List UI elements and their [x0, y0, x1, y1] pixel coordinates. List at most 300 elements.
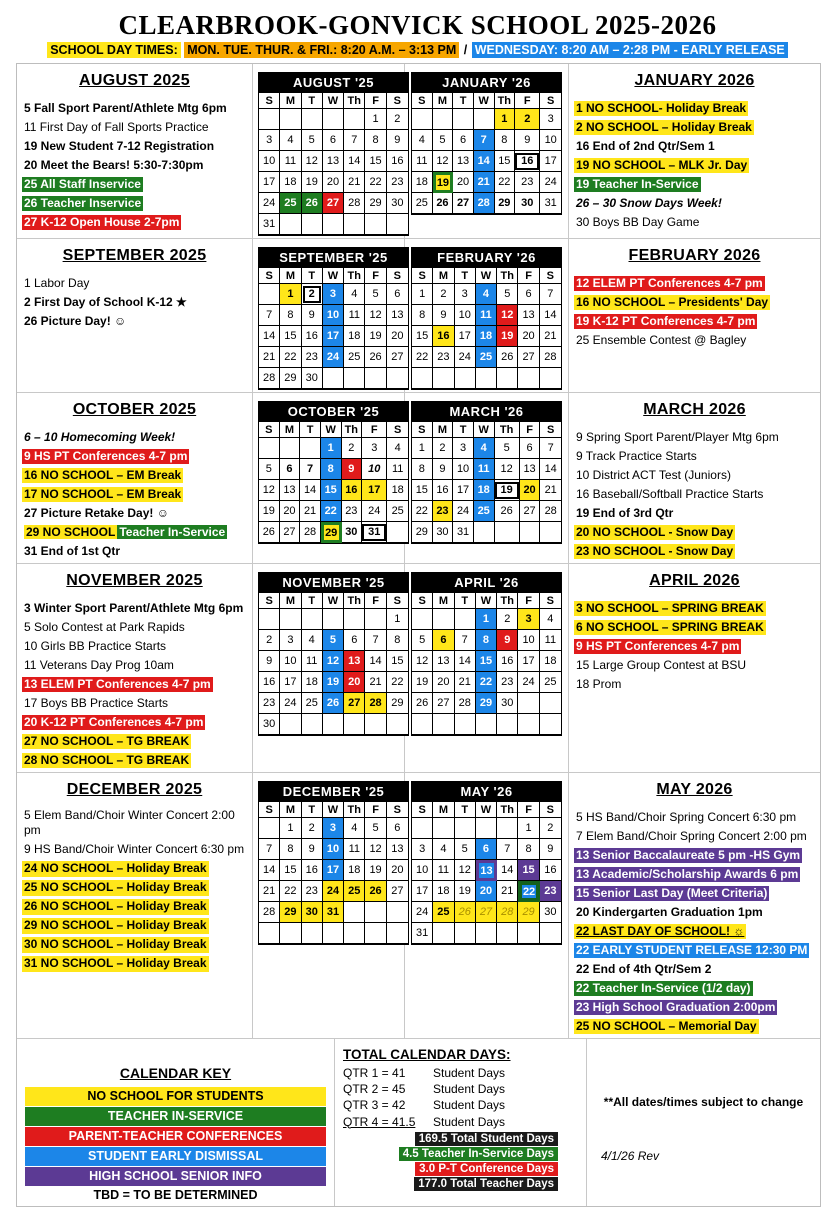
event-item	[22, 675, 247, 693]
calendar-day: 14	[259, 326, 280, 347]
calendar-title: APRIL '26	[412, 573, 561, 593]
day-of-week-header: S	[412, 422, 433, 438]
calendar-day: 25	[540, 672, 561, 693]
day-of-week-header: S	[540, 268, 561, 284]
calendar-day: 23	[342, 501, 363, 522]
calendar-day: 4	[344, 284, 365, 305]
calendar-day: 20	[387, 860, 408, 881]
event-item	[574, 675, 815, 693]
calendar-key-item: PARENT-TEACHER CONFERENCES	[25, 1127, 326, 1146]
event-text: 5 Solo Contest at Park Rapids	[24, 620, 185, 634]
calendar-day: 24	[540, 172, 561, 193]
calendar-day: 19	[497, 326, 518, 347]
event-item	[22, 274, 247, 292]
calendar-day: 27	[344, 693, 365, 714]
calendar-day: 22	[321, 501, 342, 522]
calendar-empty-cell	[455, 923, 476, 944]
calendar-day: 29	[280, 902, 301, 923]
calendar-day: 26	[412, 693, 433, 714]
event-item	[574, 485, 815, 503]
month-events-left	[17, 564, 253, 773]
calendar-day: 30	[540, 902, 561, 923]
event-item	[574, 293, 815, 311]
event-text: 13 Senior Baccalaureate 5 pm -HS Gym	[576, 848, 801, 862]
quarter-label: QTR 2 = 45	[343, 1082, 406, 1097]
calendar-day: 18	[540, 651, 561, 672]
calendar-day: 3	[455, 284, 476, 305]
quarter-label: QTR 3 = 42	[343, 1098, 406, 1113]
calendar-day: 15	[476, 651, 497, 672]
day-of-week-header: W	[323, 593, 344, 609]
month-events-right	[569, 564, 820, 773]
day-of-week-header: F	[515, 93, 540, 109]
event-item	[22, 732, 247, 750]
calendar-day: 7	[259, 305, 280, 326]
calendar-day: 23	[497, 672, 518, 693]
calendar-day: 2	[433, 438, 454, 459]
event-item	[574, 175, 815, 193]
event-item	[22, 859, 247, 877]
calendar-title: JANUARY '26	[412, 73, 561, 93]
calendar-day: 18	[476, 326, 497, 347]
calendar-day: 22	[280, 881, 301, 902]
calendar-day: 27	[518, 347, 539, 368]
calendar-day: 15	[321, 480, 342, 501]
calendar-day: 8	[280, 305, 301, 326]
month-heading: APRIL 2026	[649, 572, 740, 589]
month-section-row	[17, 773, 820, 1039]
calendar-day: 23	[259, 693, 280, 714]
calendar-day: 4	[540, 609, 561, 630]
event-item	[574, 542, 815, 560]
event-item	[574, 922, 815, 940]
month-heading: OCTOBER 2025	[72, 401, 197, 418]
day-of-week-header: F	[365, 93, 386, 109]
calendar-day: 30	[342, 522, 363, 543]
calendar-day: 15	[518, 860, 539, 881]
calendar-day: 28	[540, 501, 561, 522]
calendar-day: 21	[259, 881, 280, 902]
quarter-suffix: Student Days	[433, 1114, 506, 1129]
school-day-times	[0, 43, 835, 57]
calendar-key-title: CALENDAR KEY	[119, 1065, 232, 1081]
calendar-empty-cell	[497, 818, 518, 839]
calendar-day: 28	[365, 693, 386, 714]
calendar-day: 16	[433, 480, 454, 501]
calendar-day: 20	[520, 480, 541, 501]
day-of-week-header: W	[323, 93, 344, 109]
calendar-empty-cell	[344, 714, 365, 735]
calendar-empty-cell	[280, 714, 301, 735]
calendar-empty-cell	[344, 368, 365, 389]
calendar-day: 9	[540, 839, 561, 860]
calendar-day: 19	[302, 172, 323, 193]
calendar-empty-cell	[302, 109, 323, 130]
calendar-day: 20	[323, 172, 344, 193]
calendar-day: 2	[433, 284, 454, 305]
calendar-empty-cell	[259, 438, 280, 459]
calendar-day: 26	[323, 693, 344, 714]
calendar-empty-cell	[412, 714, 433, 735]
calendar-title: MARCH '26	[412, 402, 561, 422]
calendar-cell	[405, 239, 569, 393]
day-of-week-header: Th	[344, 268, 365, 284]
month-events-right	[569, 393, 820, 564]
day-of-week-header: S	[259, 593, 280, 609]
calendar-day: 12	[323, 651, 344, 672]
calendar-day: 13	[387, 839, 408, 860]
day-of-week-header: M	[280, 593, 301, 609]
calendar-day: 30	[433, 522, 454, 543]
event-item	[22, 656, 247, 674]
day-of-week-header: T	[455, 593, 476, 609]
summary-total: 169.5 Total Student Days	[415, 1132, 558, 1146]
day-of-week-header: W	[321, 422, 342, 438]
event-text: 25 All Staff Inservice	[24, 177, 141, 191]
day-of-week-header: S	[387, 268, 408, 284]
calendar-day: 28	[540, 347, 561, 368]
calendar-grid	[259, 93, 408, 235]
calendar-day: 16	[342, 480, 363, 501]
calendar-cell	[405, 773, 569, 1039]
calendar-empty-cell	[344, 923, 365, 944]
calendar-empty-cell	[280, 609, 301, 630]
event-text: 20 NO SCHOOL - Snow Day	[576, 525, 734, 539]
calendar-day: 2	[302, 818, 323, 839]
calendar-day: 10	[259, 151, 280, 172]
month-heading: FEBRUARY 2026	[628, 247, 761, 264]
calendar-day: 19	[365, 326, 386, 347]
event-text: 3 Winter Sport Parent/Athlete Mtg 6pm	[24, 601, 244, 615]
calendar-day: 22	[476, 672, 497, 693]
calendar-grid	[412, 593, 561, 735]
event-item	[22, 447, 247, 465]
calendar-day: 21	[455, 672, 476, 693]
calendar-empty-cell	[259, 818, 280, 839]
event-text: 9 Spring Sport Parent/Player Mtg 6pm	[576, 430, 779, 444]
event-item	[574, 99, 815, 117]
day-of-week-header: S	[259, 93, 280, 109]
calendar-day: 29	[387, 693, 408, 714]
calendar-empty-cell	[497, 923, 518, 944]
day-of-week-header: S	[412, 268, 433, 284]
calendar-day: 6	[344, 630, 365, 651]
calendar-day: 11	[540, 630, 561, 651]
calendar-day: 29	[495, 193, 516, 214]
event-item	[22, 694, 247, 712]
event-text: 25 NO SCHOOL – Holiday Break	[24, 880, 207, 895]
calendar-day: 3	[323, 284, 344, 305]
calendar-day: 25	[387, 501, 408, 522]
calendar-empty-cell	[455, 714, 476, 735]
calendar-day: 20	[433, 672, 454, 693]
calendar-day: 4	[302, 630, 323, 651]
calendar-day: 10	[323, 839, 344, 860]
event-item	[22, 312, 247, 330]
calendar-day: 30	[515, 193, 540, 214]
calendar-day: 27	[280, 522, 301, 543]
calendar-table	[16, 63, 821, 1207]
event-item	[574, 656, 815, 674]
summary-total: 177.0 Total Teacher Days	[414, 1177, 558, 1191]
calendar-key-item: STUDENT EARLY DISMISSAL	[25, 1147, 326, 1166]
event-text: 23 High School Graduation 2:00pm	[576, 1000, 776, 1014]
day-of-week-header: M	[433, 593, 454, 609]
event-text: 9 HS PT Conferences 4-7 pm	[24, 449, 188, 463]
event-text: 19 New Student 7-12 Registration	[24, 139, 215, 153]
calendar-empty-cell	[280, 923, 301, 944]
calendar-title: DECEMBER '25	[259, 782, 408, 802]
event-item	[22, 293, 247, 311]
event-item	[22, 213, 247, 231]
event-item	[22, 637, 247, 655]
event-text: 3 NO SCHOOL – SPRING BREAK	[576, 601, 764, 615]
calendar-day: 3	[259, 130, 280, 151]
event-text: 23 NO SCHOOL - Snow Day	[576, 544, 734, 558]
mini-calendar	[411, 247, 562, 390]
calendar-day: 14	[540, 459, 561, 480]
calendar-empty-cell	[323, 368, 344, 389]
totals-title: TOTAL CALENDAR DAYS:	[343, 1047, 511, 1062]
calendar-day: 19	[259, 501, 280, 522]
event-item	[574, 827, 815, 845]
calendar-day: 23	[302, 881, 323, 902]
event-item	[574, 118, 815, 136]
month-heading: MAY 2026	[656, 781, 733, 798]
event-text: 18 Prom	[576, 677, 622, 691]
times-regular: MON. TUE. THUR. & FRI.: 8:20 A.M. – 3:13 PM	[184, 42, 459, 58]
day-of-week-header: S	[387, 802, 408, 818]
footer-notes	[587, 1039, 820, 1206]
event-text: 16 NO SCHOOL – EM Break	[24, 468, 182, 482]
event-item	[22, 156, 247, 174]
mini-calendar	[258, 781, 409, 945]
calendar-empty-cell	[365, 609, 386, 630]
day-of-week-header: W	[323, 268, 344, 284]
calendar-day: 1	[387, 609, 408, 630]
times-label: SCHOOL DAY TIMES:	[47, 42, 181, 58]
day-of-week-header: S	[540, 593, 561, 609]
event-text: 28 NO SCHOOL – TG BREAK	[24, 753, 190, 767]
boxed-day: 16	[515, 153, 539, 170]
calendar-day: 3	[280, 630, 301, 651]
calendar-day: 14	[300, 480, 321, 501]
calendar-day: 26	[365, 347, 386, 368]
calendar-grid	[259, 593, 408, 735]
calendar-grid	[412, 268, 561, 389]
event-item	[22, 118, 247, 136]
calendar-day: 12	[412, 651, 433, 672]
calendar-day: 10	[540, 130, 561, 151]
event-text: 25 Ensemble Contest @ Bagley	[576, 333, 747, 347]
calendar-day: 17	[259, 172, 280, 193]
calendar-empty-cell	[323, 109, 344, 130]
calendar-day: 11	[387, 459, 408, 480]
day-of-week-header: W	[476, 268, 497, 284]
calendar-day: 14	[540, 305, 561, 326]
calendar-day: 5	[302, 130, 323, 151]
event-item	[22, 599, 247, 617]
month-heading: DECEMBER 2025	[66, 781, 203, 798]
calendar-empty-cell	[540, 923, 561, 944]
calendar-empty-cell	[344, 609, 365, 630]
calendar-cell	[253, 393, 405, 564]
event-item	[22, 713, 247, 731]
month-events-right	[569, 773, 820, 1039]
calendar-day: 15	[412, 480, 433, 501]
calendar-day: 7	[497, 839, 518, 860]
calendar-day: 14	[497, 860, 518, 881]
event-text: 22 Teacher In-Service (1/2 day)	[576, 981, 751, 995]
event-text: 2 First Day of School K-12 ★	[24, 295, 187, 309]
calendar-day: 27	[453, 193, 474, 214]
event-text-part: 29 NO SCHOOL	[26, 525, 116, 539]
times-separator: /	[463, 43, 468, 57]
day-of-week-header: M	[280, 93, 301, 109]
quarter-total	[343, 1081, 578, 1097]
month-events-left	[17, 239, 253, 393]
month-section-row	[17, 564, 820, 773]
calendar-day: 17	[455, 326, 476, 347]
event-text: 1 NO SCHOOL- Holiday Break	[576, 101, 747, 115]
month-events-right	[569, 64, 820, 239]
calendar-empty-cell	[433, 368, 454, 389]
calendar-grid	[259, 802, 408, 944]
event-text: 27 NO SCHOOL – TG BREAK	[24, 734, 190, 748]
calendar-day: 1	[321, 438, 342, 459]
calendar-day: 28	[497, 902, 518, 923]
calendar-day: 14	[455, 651, 476, 672]
calendar-day: 19	[365, 860, 386, 881]
calendar-empty-cell	[540, 714, 561, 735]
calendar-title: AUGUST '25	[259, 73, 408, 93]
calendar-day: 7	[455, 630, 476, 651]
calendar-day: 12	[302, 151, 323, 172]
event-text: 30 Boys BB Day Game	[576, 215, 700, 229]
calendar-day: 28	[300, 522, 321, 543]
calendar-day: 29	[321, 522, 342, 543]
calendar-day: 26	[455, 902, 476, 923]
calendar-day: 17	[540, 151, 561, 172]
calendar-day: 13	[433, 651, 454, 672]
calendar-cell	[405, 393, 569, 564]
calendar-day: 4	[474, 438, 495, 459]
calendar-day: 16	[540, 860, 561, 881]
calendar-day: 18	[412, 172, 433, 193]
calendar-day: 7	[540, 284, 561, 305]
calendar-day	[515, 151, 540, 172]
day-of-week-header: T	[302, 93, 323, 109]
calendar-empty-cell	[323, 609, 344, 630]
calendar-day: 14	[474, 151, 495, 172]
calendar-day: 18	[280, 172, 301, 193]
event-text: 24 NO SCHOOL – Holiday Break	[24, 861, 207, 876]
calendar-empty-cell	[302, 214, 323, 235]
calendar-day: 11	[412, 151, 433, 172]
calendar-day: 26	[365, 881, 386, 902]
calendar-day: 13	[280, 480, 301, 501]
calendar-day: 30	[387, 193, 408, 214]
day-of-week-header: S	[259, 268, 280, 284]
event-item	[22, 808, 247, 839]
day-of-week-header: S	[259, 802, 280, 818]
calendar-day: 25	[302, 693, 323, 714]
event-item	[22, 523, 247, 541]
calendar-title: SEPTEMBER '25	[259, 248, 408, 268]
calendar-empty-cell	[365, 214, 386, 235]
event-text-part: Teacher In-Service	[119, 525, 226, 539]
event-text: 19 K-12 PT Conferences 4-7 pm	[576, 314, 756, 328]
calendar-day: 8	[365, 130, 386, 151]
calendar-day: 23	[433, 501, 454, 522]
calendar-day: 17	[323, 860, 344, 881]
calendar-day: 17	[323, 326, 344, 347]
calendar-day: 13	[520, 459, 541, 480]
day-of-week-header: S	[387, 93, 408, 109]
event-item	[574, 274, 815, 292]
calendar-day: 5	[455, 839, 476, 860]
calendar-day: 25	[344, 881, 365, 902]
calendar-day: 18	[302, 672, 323, 693]
day-of-week-header: M	[433, 422, 454, 438]
event-text: 25 NO SCHOOL – Memorial Day	[576, 1019, 757, 1033]
calendar-day: 27	[323, 193, 344, 214]
day-of-week-header: T	[302, 802, 323, 818]
calendar-day: 2	[540, 818, 561, 839]
day-of-week-header: Th	[497, 802, 518, 818]
calendar-day: 8	[280, 839, 301, 860]
calendar-day: 21	[540, 480, 561, 501]
calendar-day: 26	[495, 501, 520, 522]
calendar-day: 1	[412, 284, 433, 305]
calendar-day: 25	[344, 347, 365, 368]
calendar-day: 28	[344, 193, 365, 214]
calendar-day: 19	[412, 672, 433, 693]
calendar-day: 29	[518, 902, 539, 923]
event-text: 17 NO SCHOOL – EM Break	[24, 487, 182, 501]
calendar-day: 10	[453, 459, 474, 480]
calendar-day: 25	[280, 193, 301, 214]
event-item	[574, 979, 815, 997]
calendar-day: 11	[433, 860, 454, 881]
event-item	[574, 865, 815, 883]
calendar-empty-cell	[365, 714, 386, 735]
calendar-day: 6	[433, 630, 454, 651]
event-item	[22, 897, 247, 915]
event-text: 26 Picture Day! ☺	[24, 314, 127, 328]
event-text: 5 HS Band/Choir Spring Concert 6:30 pm	[576, 810, 797, 824]
calendar-empty-cell	[412, 109, 433, 130]
day-of-week-header: Th	[344, 93, 365, 109]
calendar-day: 19	[323, 672, 344, 693]
calendar-day: 21	[474, 172, 495, 193]
calendar-key-item: NO SCHOOL FOR STUDENTS	[25, 1087, 326, 1106]
calendar-day: 24	[323, 881, 344, 902]
calendar-empty-cell	[433, 818, 454, 839]
event-text: 15 Large Group Contest at BSU	[576, 658, 747, 672]
calendar-day: 9	[433, 305, 454, 326]
event-text: 13 Academic/Scholarship Awards 6 pm	[576, 867, 799, 881]
calendar-empty-cell	[300, 438, 321, 459]
event-text: 26 – 30 Snow Days Week!	[576, 196, 722, 210]
calendar-day: 8	[518, 839, 539, 860]
calendar-day: 15	[387, 651, 408, 672]
day-of-week-header: T	[302, 268, 323, 284]
calendar-day: 5	[497, 284, 518, 305]
event-text: 29 NO SCHOOL – Holiday Break	[24, 918, 207, 933]
day-of-week-header: F	[362, 422, 387, 438]
calendar-day: 1	[476, 609, 497, 630]
